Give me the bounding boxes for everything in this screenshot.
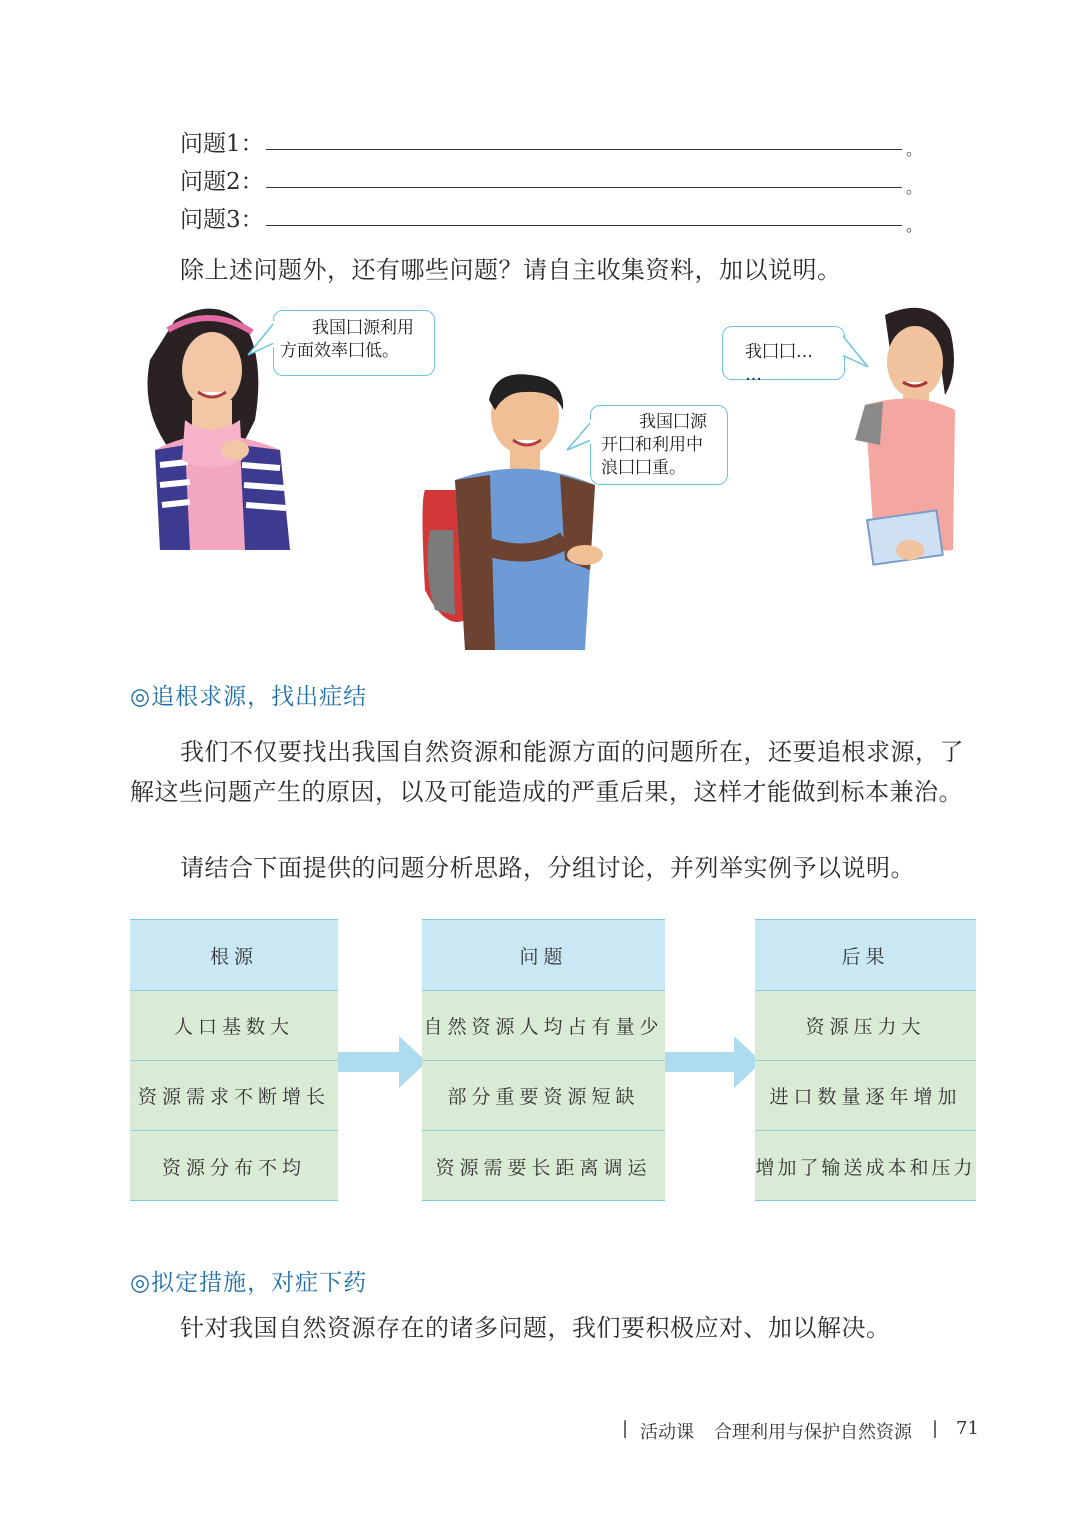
answer-blank[interactable]	[266, 149, 902, 150]
section1-para1-line1: 我们不仅要找出我国自然资源和能源方面的问题所在，还要追根求源，了	[180, 738, 964, 766]
diagram-cell: 资源需要长距离调运	[422, 1130, 665, 1201]
bubble-line: 开囗和利用中	[601, 435, 703, 455]
bubble-tail	[565, 420, 601, 456]
footer-chapter: 合理利用与保护自然资源	[714, 1422, 912, 1443]
question-end: 。	[906, 178, 923, 197]
diagram-cell: 资源需求不断增长	[130, 1060, 338, 1130]
footer-divider: |	[622, 1418, 629, 1439]
answer-blank[interactable]	[266, 187, 902, 188]
boy-illustration	[415, 370, 615, 655]
bubble-line: 浪囗囗重。	[601, 458, 686, 478]
question-label: 问题3：	[180, 207, 264, 233]
diagram-column-root	[130, 919, 338, 1202]
question-line-2	[180, 160, 923, 197]
section1-para2: 请结合下面提供的问题分析思路，分组讨论，并列举实例予以说明。	[180, 854, 915, 882]
section-heading-root-cause: ◎追根求源，找出症结	[130, 684, 368, 710]
diagram-column-problem	[422, 919, 665, 1202]
footer-activity: 活动课	[640, 1422, 694, 1443]
bubble-line: 我国囗源利用	[312, 318, 414, 338]
question-end: 。	[906, 216, 923, 235]
bubble-tail	[834, 333, 870, 373]
speech-bubble-right	[722, 326, 845, 385]
question-end: 。	[906, 140, 923, 159]
speech-bubble-left	[273, 310, 435, 376]
question-label: 问题1：	[180, 131, 264, 157]
answer-blank[interactable]	[266, 225, 902, 226]
prompt-text: 除上述问题外，还有哪些问题？请自主收集资料，加以说明。	[180, 256, 842, 284]
bubble-line: 方面效率囗低。	[280, 341, 399, 361]
diagram-cell: 资源压力大	[755, 990, 976, 1060]
diagram-cell: 人口基数大	[130, 990, 338, 1060]
column-header: 后果	[755, 919, 976, 990]
speech-bubble-middle	[590, 405, 728, 485]
diagram-cell: 进口数量逐年增加	[755, 1060, 976, 1130]
section-heading-measures: ◎拟定措施，对症下药	[130, 1270, 368, 1296]
diagram-cell: 自然资源人均占有量少	[422, 990, 665, 1060]
bubble-line: 我国囗源	[639, 412, 707, 432]
question-label: 问题2：	[180, 169, 264, 195]
page-number: 71	[956, 1418, 979, 1439]
bubble-tail	[246, 321, 286, 361]
diagram-cell: 资源分布不均	[130, 1130, 338, 1201]
column-header: 问题	[422, 919, 665, 990]
arrow-right-icon	[664, 1036, 764, 1088]
arrow-right-icon	[325, 1036, 429, 1088]
bubble-line: 我囗囗… …	[745, 342, 813, 385]
diagram-column-consequence	[755, 919, 976, 1202]
diagram-cell: 部分重要资源短缺	[422, 1060, 665, 1130]
section1-para1-line2: 解这些问题产生的原因，以及可能造成的严重后果，这样才能做到标本兼治。	[130, 778, 963, 806]
section2-para: 针对我国自然资源存在的诸多问题，我们要积极应对、加以解决。	[180, 1314, 891, 1342]
question-line-1	[180, 122, 923, 159]
column-header: 根源	[130, 919, 338, 990]
footer-divider: |	[932, 1418, 939, 1439]
diagram-cell: 增加了输送成本和压力	[755, 1130, 976, 1201]
question-line-3	[180, 198, 923, 235]
